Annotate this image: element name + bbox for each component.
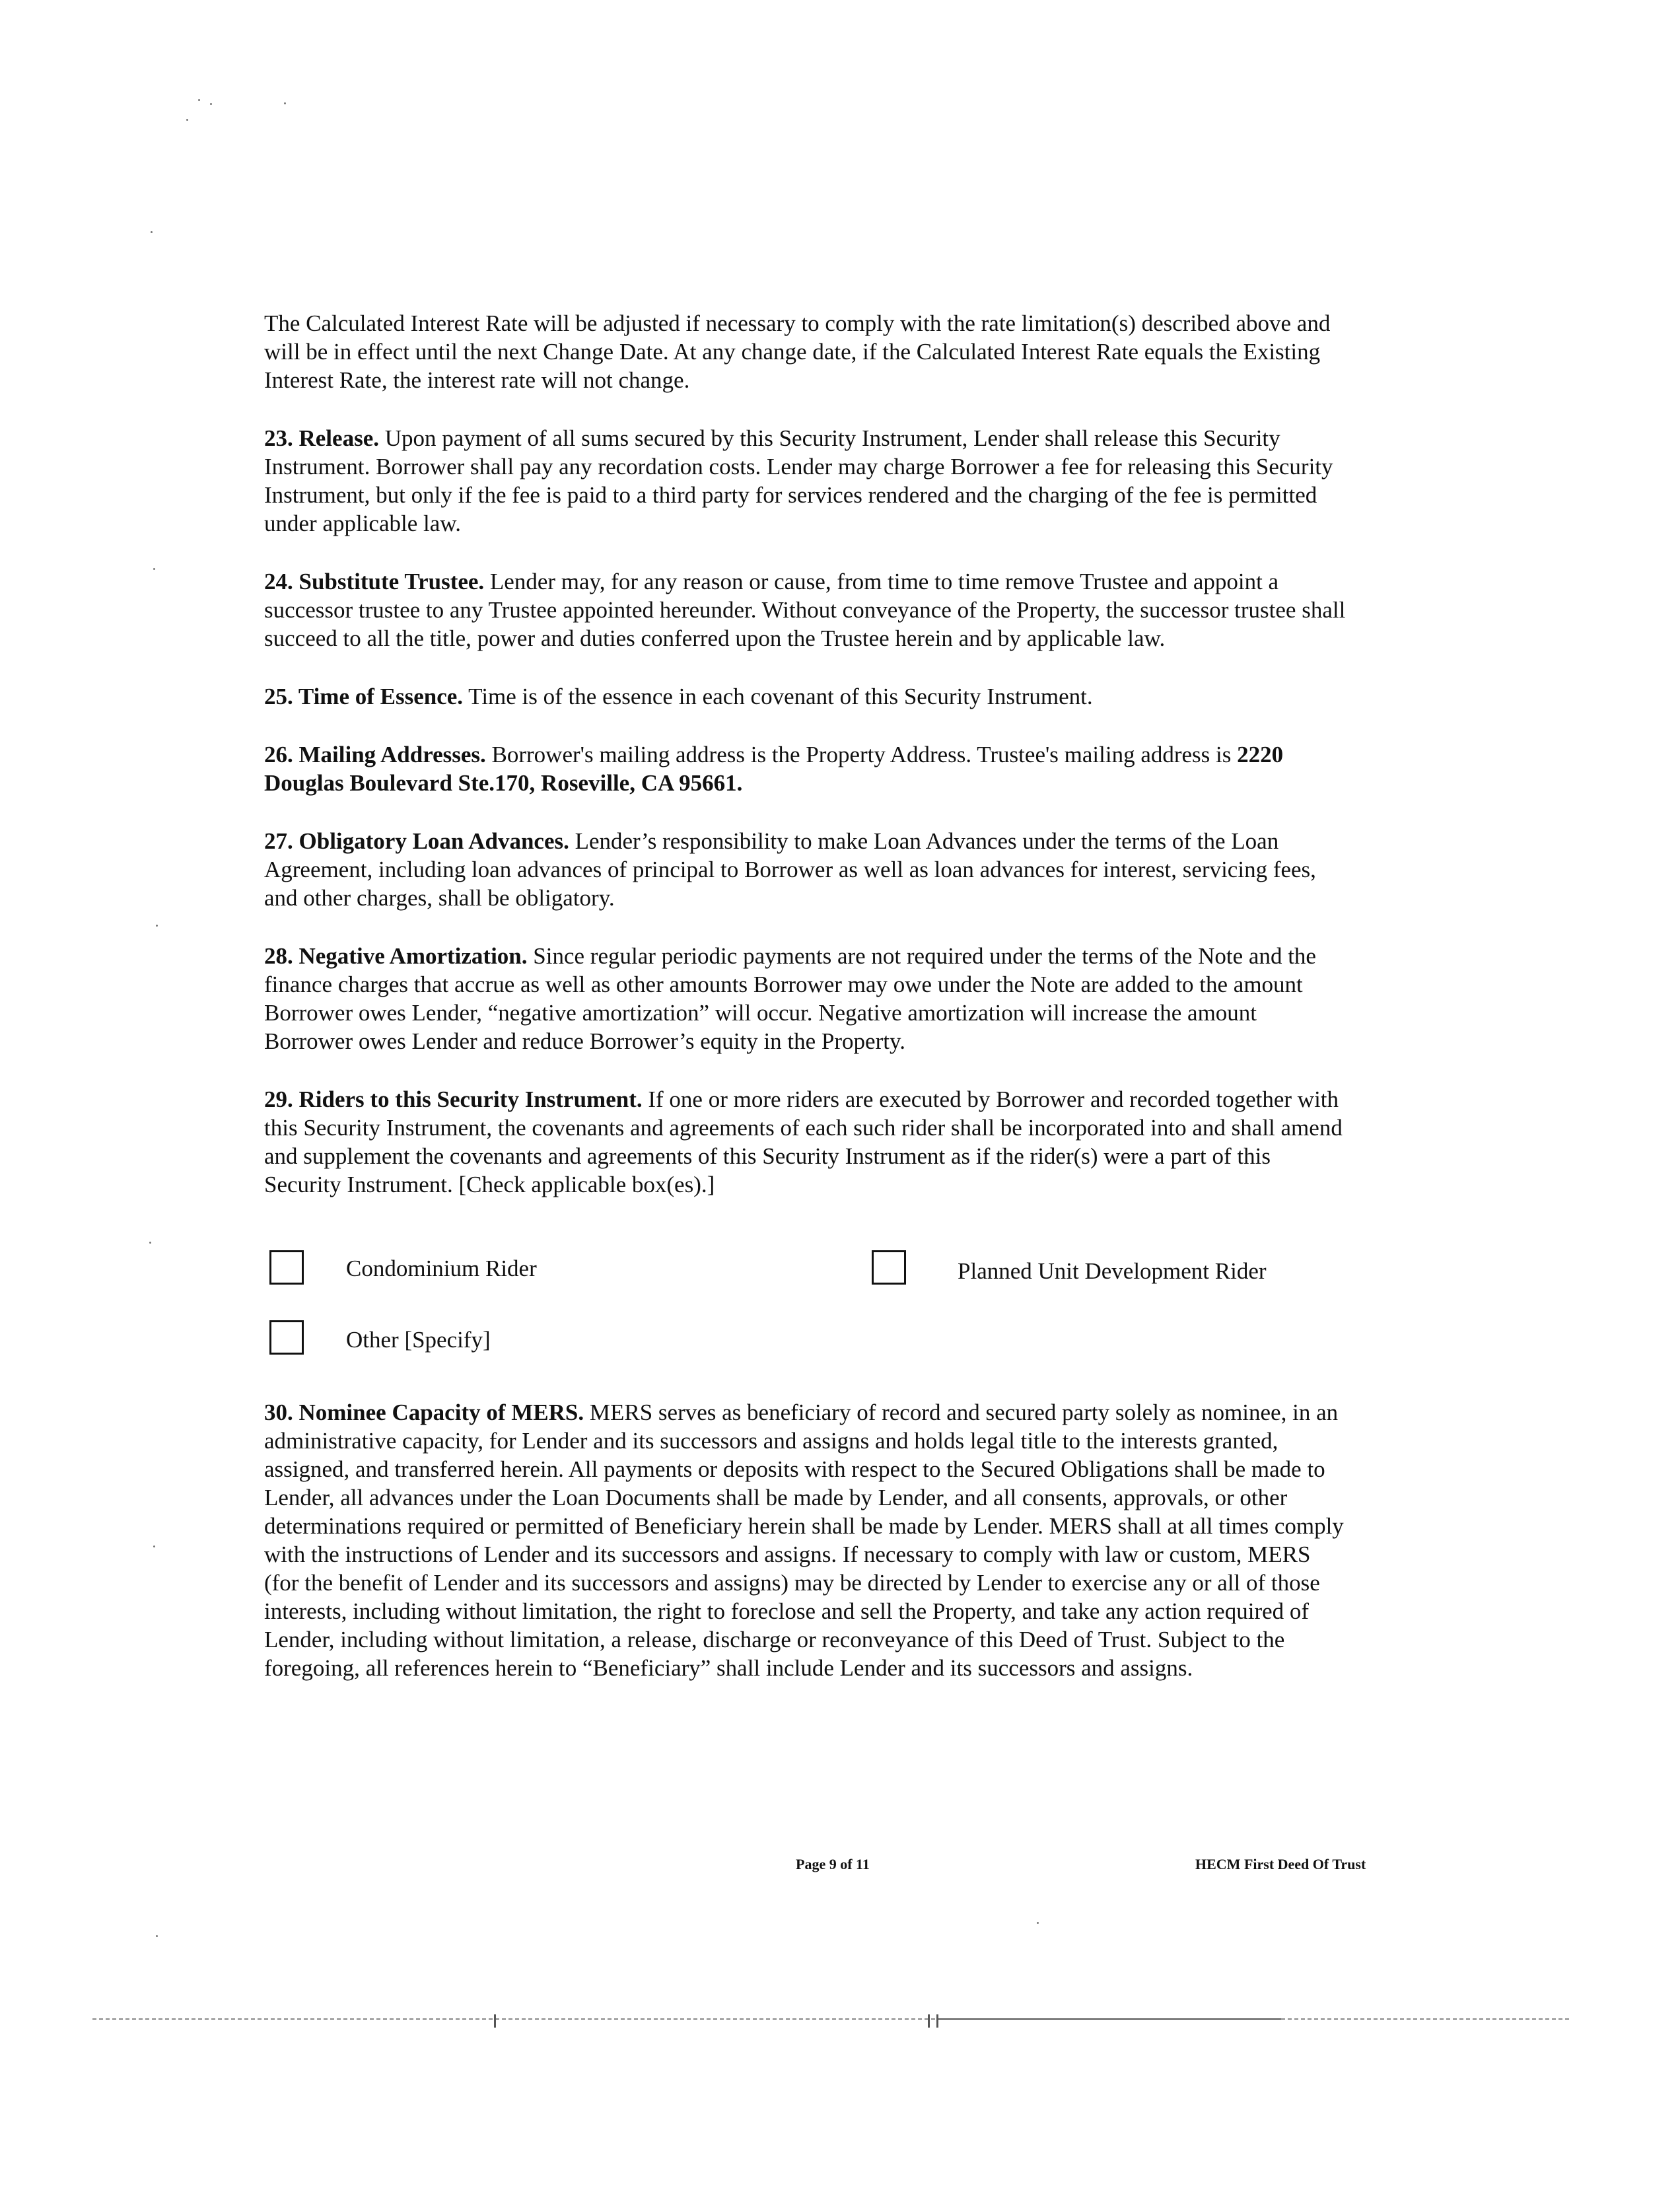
scan-tick: [936, 2014, 938, 2028]
section-heading: 26. Mailing Addresses.: [264, 742, 486, 767]
section-body: Since regular periodic payments are not required under the terms of the Note and the finance charges that accrue as well as other amounts Borrower may owe under the Note are added to the amount Borrower owes Lender, “negative amortization” will occur. Negative amortization will increase the amount Borrower owes Lender and reduce Borrower’s equity in the Property.: [264, 943, 1316, 1054]
section-heading: 30. Nominee Capacity of MERS.: [264, 1400, 584, 1425]
scan-tick: [928, 2014, 930, 2028]
scan-speck: [1037, 1922, 1039, 1924]
scan-speck: [153, 1545, 155, 1547]
document-body: [264, 309, 1347, 1712]
section-heading: 25. Time of Essence.: [264, 684, 464, 709]
section-body: MERS serves as beneficiary of record and secured party solely as nominee, in an administrative capacity, for Lender and its successors and assigns and holds legal title to the interests granted, assigned, and transferred herein. All payments or deposits with respect to the Secured Obligations shall be made to Lender, all advances under the Loan Documents shall be made by Lender, and all consents, approvals, or other determinations required or permitted of Beneficiary herein shall be made by Lender. MERS shall at all times comply with the instructions of Lender and its successors and assigns. If necessary to comply with law or custom, MERS (for the benefit of Lender and its successors and assigns) may be directed by Lender to exercise any or all of those interests, including without limitation, the right to foreclose and sell the Property, and take any action required of Lender, including without limitation, a release, discharge or reconveyance of this Deed of Trust. Subject to the foregoing, all references herein to “Beneficiary” shall include Lender and its successors and assigns.: [264, 1400, 1344, 1681]
scan-speck: [149, 1242, 151, 1244]
scan-speck: [156, 925, 158, 927]
scan-speck: [156, 1935, 158, 1937]
condominium-rider-checkbox[interactable]: [269, 1250, 304, 1285]
rider-row-2: [264, 1320, 1347, 1398]
rider-row-1: [264, 1250, 1347, 1320]
pud-rider-label: Planned Unit Development Rider: [958, 1258, 1267, 1284]
condominium-rider-label: Condominium Rider: [346, 1256, 537, 1281]
section-26-mailing-addresses: [264, 740, 1347, 797]
scan-speck: [186, 119, 188, 121]
footer-page-number: Page 9 of 11: [796, 1856, 870, 1872]
section-heading: 29. Riders to this Security Instrument.: [264, 1086, 643, 1112]
scan-speck: [151, 231, 153, 233]
intro-paragraph: The Calculated Interest Rate will be adjusted if necessary to comply with the rate limitation(s) described above and will be in effect until the next Change Date. At any change date, if the Calculated Interest Rate equals the Existing Interest Rate, the interest rate will not change.: [264, 310, 1331, 393]
section-24-substitute-trustee: [264, 567, 1347, 653]
section-heading: 27. Obligatory Loan Advances.: [264, 828, 569, 854]
pud-rider-checkbox[interactable]: [872, 1250, 906, 1285]
section-heading: 28. Negative Amortization.: [264, 943, 528, 969]
section-body: Time is of the essence in each covenant of this Security Instrument.: [463, 684, 1093, 709]
section-28-negative-amortization: [264, 942, 1347, 1055]
section-29-riders: [264, 1085, 1347, 1199]
section-30-nominee-capacity-of-mers: [264, 1398, 1347, 1682]
footer-document-title: HECM First Deed Of Trust: [1195, 1856, 1366, 1872]
section-25-time-of-essence: [264, 682, 1347, 711]
scan-speck: [153, 568, 155, 570]
section-23-release: [264, 424, 1347, 538]
scan-speck: [198, 99, 200, 101]
section-heading: 24. Substitute Trustee.: [264, 569, 485, 594]
section-body: If one or more riders are executed by Borrower and recorded together with this Security Instrument, the covenants and agreements of each such rider shall be incorporated into and shall amend and supplement the covenants and agreements of this Security Instrument as if the rider(s) were a part of this Security Instrument. [Check applicable box(es).]: [264, 1086, 1343, 1197]
scan-speck: [210, 103, 212, 105]
section-body: Lender may, for any reason or cause, from time to time remove Trustee and appoint a successor trustee to any Trustee appointed hereunder. Without conveyance of the Property, the successor trustee shall succeed to all the title, power and duties conferred upon the Trustee herein and by applicable law.: [264, 569, 1346, 651]
scan-border-line: [938, 2018, 1281, 2020]
section-27-obligatory-loan-advances: [264, 827, 1347, 912]
section-body: Upon payment of all sums secured by this Security Instrument, Lender shall release this Security Instrument. Borrower shall pay any recordation costs. Lender may charge Borrower a fee for releasing this Security Instrument, but only if the fee is paid to a third party for services rendered and the charging of the fee is permitted under applicable law.: [264, 425, 1333, 536]
section-body: Lender’s responsibility to make Loan Advances under the terms of the Loan Agreement, including loan advances of principal to Borrower as well as loan advances for interest, servicing fees, and other charges, shall be obligatory.: [264, 828, 1316, 911]
section-heading: 23. Release.: [264, 425, 379, 451]
other-rider-checkbox[interactable]: [269, 1320, 304, 1355]
other-rider-label: Other [Specify]: [346, 1327, 491, 1353]
scan-tick: [494, 2014, 496, 2028]
scan-speck: [284, 102, 286, 104]
scan-border-line: [92, 2018, 1572, 2020]
section-body: Borrower's mailing address is the Property Address. Trustee's mailing address is: [485, 742, 1238, 767]
trustee-address: 2220 Douglas Boulevard Ste.170, Roseville, CA 95661.: [264, 742, 1284, 796]
